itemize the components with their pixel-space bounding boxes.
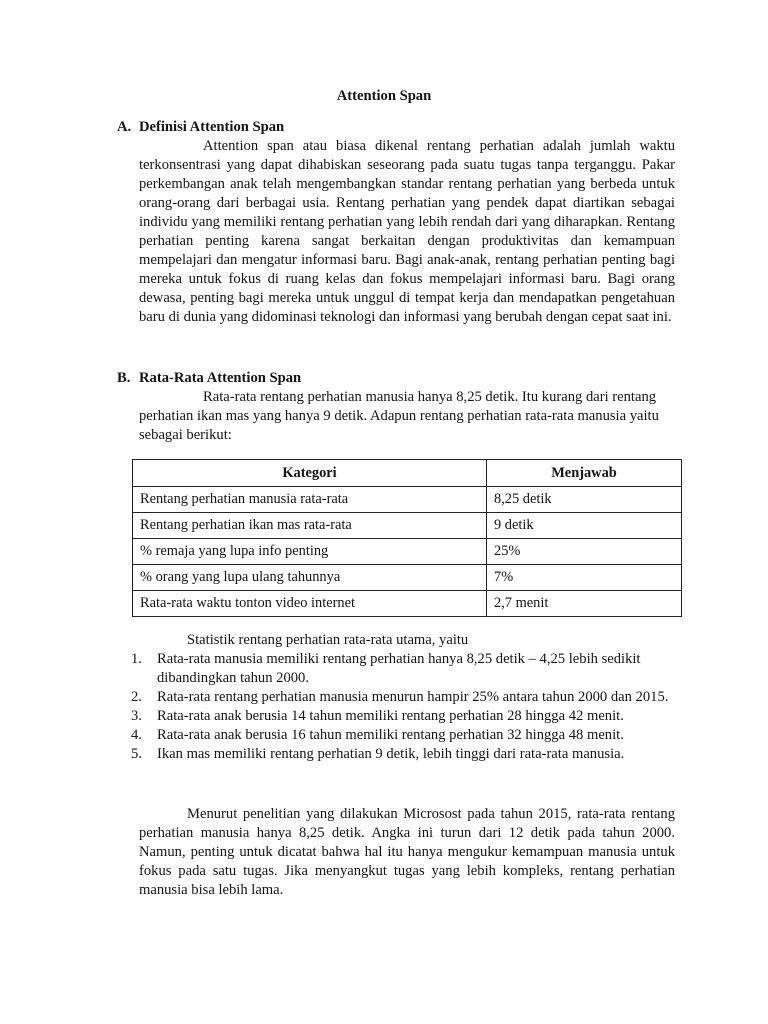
table-header-kategori: Kategori xyxy=(133,460,487,487)
list-item xyxy=(131,707,681,726)
list-number: 5. xyxy=(131,746,142,762)
list-text: Rata-rata manusia memiliki rentang perhatian hanya 8,25 detik – 4,25 lebih sedikit dibandingkan tahun 2000. xyxy=(157,651,641,686)
table-cell-menjawab: 8,25 detik xyxy=(487,487,682,513)
table-cell-menjawab: 9 detik xyxy=(487,513,682,539)
statistics-list xyxy=(131,650,681,764)
section-a-paragraph: Attention span atau biasa dikenal rentang perhatian adalah jumlah waktu terkonsentrasi yang dapat dihabiskan seseorang pada suatu tugas tanpa terganggu. Pakar perkembangan anak telah mengembangkan standar rentang perhatian yang berbeda untuk orang-orang dari berbagai usia. Rentang perhatian yang pendek dapat diartikan sebagai individu yang memiliki rentang perhatian yang lebih rendah dari yang diharapkan. Rentang perhatian penting karena sangat berkaitan dengan produktivitas dan kemampuan mempelajari dan mengatur informasi baru. Bagi anak-anak, rentang perhatian penting bagi mereka untuk fokus di ruang kelas dan fokus mempelajari informasi baru. Bagi orang dewasa, penting bagi mereka untuk unggul di tempat kerja dan mendapatkan pengetahuan baru di dunia yang didominasi teknologi dan informasi yang berubah dengan cepat saat ini. xyxy=(139,138,675,325)
table-cell-menjawab: 2,7 menit xyxy=(487,591,682,617)
table-cell-menjawab: 7% xyxy=(487,565,682,591)
list-number: 4. xyxy=(131,727,142,743)
table-cell-kategori: Rata-rata waktu tonton video internet xyxy=(133,591,487,617)
table-cell-kategori: % orang yang lupa ulang tahunnya xyxy=(133,565,487,591)
list-item xyxy=(131,726,681,745)
table-row xyxy=(133,513,682,539)
section-a-title: Definisi Attention Span xyxy=(139,119,285,135)
section-b-title: Rata-Rata Attention Span xyxy=(139,370,302,386)
statistics-intro: Statistik rentang perhatian rata-rata utama, yaitu xyxy=(187,632,469,648)
table-row xyxy=(133,487,682,513)
table-row xyxy=(133,539,682,565)
section-b-label: B. xyxy=(117,370,131,386)
list-text: Rata-rata anak berusia 14 tahun memiliki rentang perhatian 28 hingga 42 menit. xyxy=(157,708,624,724)
table-cell-kategori: Rentang perhatian manusia rata-rata xyxy=(133,487,487,513)
list-item xyxy=(131,688,681,707)
list-number: 2. xyxy=(131,689,142,705)
section-b-heading xyxy=(117,370,301,387)
list-item xyxy=(131,745,681,764)
table-cell-menjawab: 25% xyxy=(487,539,682,565)
table-cell-kategori: % remaja yang lupa info penting xyxy=(133,539,487,565)
list-number: 3. xyxy=(131,708,142,724)
table-row xyxy=(133,591,682,617)
list-item xyxy=(131,650,681,688)
document-title: Attention Span xyxy=(336,88,432,104)
list-text: Ikan mas memiliki rentang perhatian 9 detik, lebih tinggi dari rata-rata manusia. xyxy=(157,746,625,762)
list-number: 1. xyxy=(131,651,142,667)
section-b-paragraph: Rata-rata rentang perhatian manusia hanya 8,25 detik. Itu kurang dari rentang perhatian ikan mas yang hanya 9 detik. Adapun rentang perhatian rata-rata manusia yaitu sebagai berikut: xyxy=(139,389,659,443)
list-text: Rata-rata rentang perhatian manusia menurun hampir 25% antara tahun 2000 dan 2015. xyxy=(157,689,669,705)
table-row xyxy=(133,565,682,591)
attention-span-table xyxy=(132,459,682,617)
list-text: Rata-rata anak berusia 16 tahun memiliki rentang perhatian 32 hingga 48 menit. xyxy=(157,727,624,743)
section-a-heading xyxy=(117,119,284,136)
closing-paragraph: Menurut penelitian yang dilakukan Microsost pada tahun 2015, rata-rata rentang perhatian manusia hanya 8,25 detik. Angka ini turun dari 12 detik pada tahun 2000. Namun, penting untuk dicatat bahwa hal itu hanya mengukur kemampuan manusia untuk fokus pada satu tugas. Jika menyangkut tugas yang lebih kompleks, rentang perhatian manusia bisa lebih lama. xyxy=(139,806,675,898)
table-cell-kategori: Rentang perhatian ikan mas rata-rata xyxy=(133,513,487,539)
table-header-row xyxy=(133,460,682,487)
section-a-label: A. xyxy=(117,119,132,135)
table-header-menjawab: Menjawab xyxy=(487,460,682,487)
